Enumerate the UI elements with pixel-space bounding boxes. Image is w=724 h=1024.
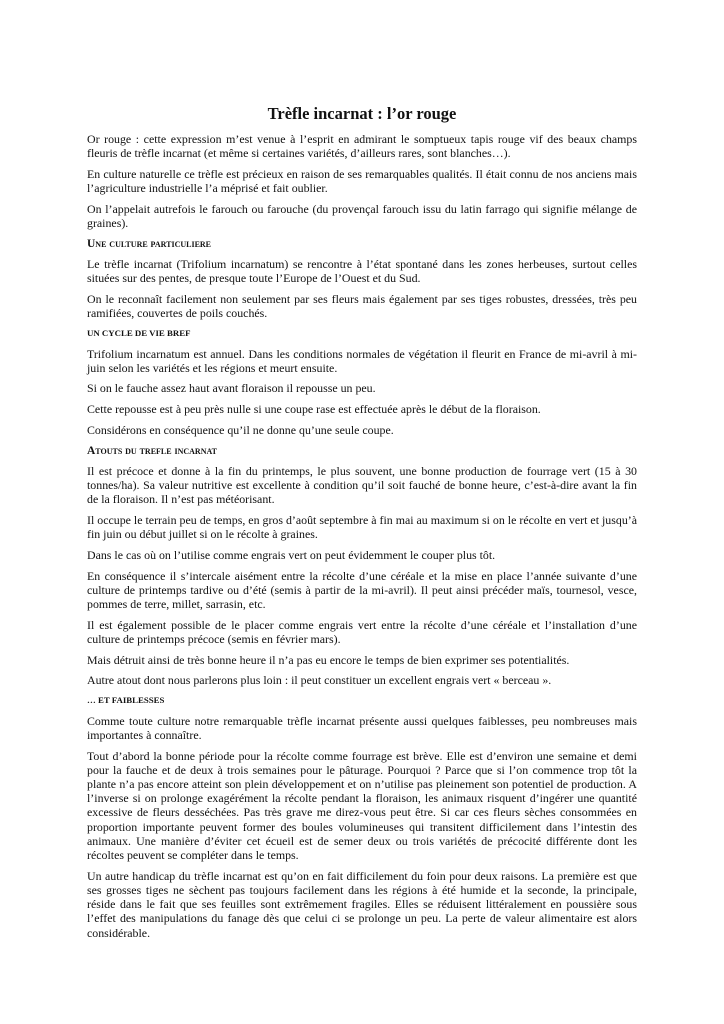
intro-paragraph-1: Or rouge : cette expression m’est venue à l’esprit en admirant le somptueux tapis rouge vif des beaux champs fleuris de trèfle incarnat (et même si certaines variétés, d’ailleurs rares, sont blanches…). bbox=[87, 132, 637, 161]
section4-paragraph-2: Tout d’abord la bonne période pour la récolte comme fourrage est brève. Elle est d’environ une semaine et demi pour la fauche et de deux à trois semaines pour le pâturage. Pourquoi ? Parce que si l’on commence trop tôt la plante n’a pas encore atteint son plein développement et on n’utilise pas pleinement son potentiel de production. A l’inverse si on prolonge exagérément la récolte pendant la floraison, les animaux risquent d’ingérer une quantité excessive de fleurs desséchées. Pas très grave me direz-vous peut être. Si car ces fleurs sèches consommées en proportion importante peuvent former des boules volumineuses qui transitent difficilement dans l’intestin des animaux. Une manière d’éviter cet écueil est de semer deux ou trois variétés de précocité différente dont les récoltes peuvent se compléter dans le temps. bbox=[87, 748, 637, 863]
section-heading-culture: Une culture particuliere bbox=[87, 237, 212, 250]
section3-paragraph-1: Il est précoce et donne à la fin du printemps, le plus souvent, une bonne production de fourrage vert (15 à 30 tonnes/ha). Sa valeur nutritive est excellente à condition qu’il soit fauché de bonne heure, c’est-à-dire avant la fin de la floraison. Il n’est pas météorisant. bbox=[87, 464, 637, 507]
section2-paragraph-2: Si on le fauche assez haut avant floraison il repousse un peu. bbox=[87, 381, 376, 396]
section1-paragraph-1: Le trèfle incarnat (Trifolium incarnatum) se rencontre à l’état spontané dans les zones herbeuses, surtout celles situées sur des pentes, de presque toute l’Europe de l’Ouest et du Sud. bbox=[87, 257, 637, 286]
section-heading-atouts: Atouts du trefle incarnat bbox=[87, 444, 217, 457]
section-heading-faiblesses: … ET FAIBLESSES bbox=[87, 695, 165, 706]
section3-paragraph-7: Autre atout dont nous parlerons plus loin : il peut constituer un excellent engrais vert « berceau ». bbox=[87, 673, 552, 688]
section4-paragraph-3: Un autre handicap du trèfle incarnat est qu’on en fait difficilement du foin pour deux raisons. La première est que ses grosses tiges ne sèchent pas toujours facilement dans les régions à été humide et la seconde, la principale, réside dans le fait que ses feuilles sont extrêmement fragiles. Elles se réduisent littéralement en poussière sous l’effet des manipulations du fanage dès que celui ci se prolonge un peu. La perte de valeur alimentaire est alors considérable. bbox=[87, 868, 637, 940]
intro-paragraph-2: En culture naturelle ce trèfle est précieux en raison de ses remarquables qualités. Il était connu de nos anciens mais l’agriculture industrielle l’a méprisé et fait oublier. bbox=[87, 166, 637, 196]
section3-paragraph-6: Mais détruit ainsi de très bonne heure il n’a pas eu encore le temps de bien exprimer ses potentialités. bbox=[87, 652, 570, 667]
section-heading-cycle: UN CYCLE DE VIE BREF bbox=[87, 328, 191, 339]
section3-paragraph-5: Il est également possible de le placer comme engrais vert entre la récolte d’une céréale et l’installation d’une culture de printemps précoce (semis en février mars). bbox=[87, 617, 637, 647]
section4-paragraph-1: Comme toute culture notre remarquable trèfle incarnat présente aussi quelques faiblesses, peu nombreuses mais importantes à connaître. bbox=[87, 713, 637, 742]
document-title: Trèfle incarnat : l’or rouge bbox=[267, 104, 457, 123]
section2-paragraph-4: Considérons en conséquence qu’il ne donne qu’une seule coupe. bbox=[87, 422, 394, 437]
section2-paragraph-3: Cette repousse est à peu près nulle si une coupe rase est effectuée après le début de la floraison. bbox=[87, 402, 541, 417]
section3-paragraph-4: En conséquence il s’intercale aisément entre la récolte d’une céréale et la mise en place l’année suivante d’une culture de printemps tardive ou d’été (semis à partir de la mi-avril). Il peut ainsi précéder maïs, tournesol, vesce, pommes de terre, millet, sarrasin, etc. bbox=[87, 568, 637, 612]
section1-paragraph-2: On le reconnaît facilement non seulement par ses fleurs mais également par ses tiges robustes, dressées, très peu ramifiées, couvertes de poils couchés. bbox=[87, 292, 637, 321]
section2-paragraph-1: Trifolium incarnatum est annuel. Dans les conditions normales de végétation il fleurit en France de mi-avril à mi-juin selon les variétés et les régions et meurt ensuite. bbox=[87, 346, 637, 375]
section3-paragraph-3: Dans le cas où on l’utilise comme engrais vert on peut évidemment le couper plus tôt. bbox=[87, 548, 496, 563]
section3-paragraph-2: Il occupe le terrain peu de temps, en gros d’août septembre à fin mai au maximum si on le récolte en vert et jusqu’à fin juin ou début juillet si on le récolte à graines. bbox=[87, 513, 637, 542]
intro-paragraph-3: On l’appelait autrefois le farouch ou farouche (du provençal farouch issu du latin farrago qui signifie mélange de graines). bbox=[87, 201, 637, 231]
document-page bbox=[87, 104, 637, 946]
